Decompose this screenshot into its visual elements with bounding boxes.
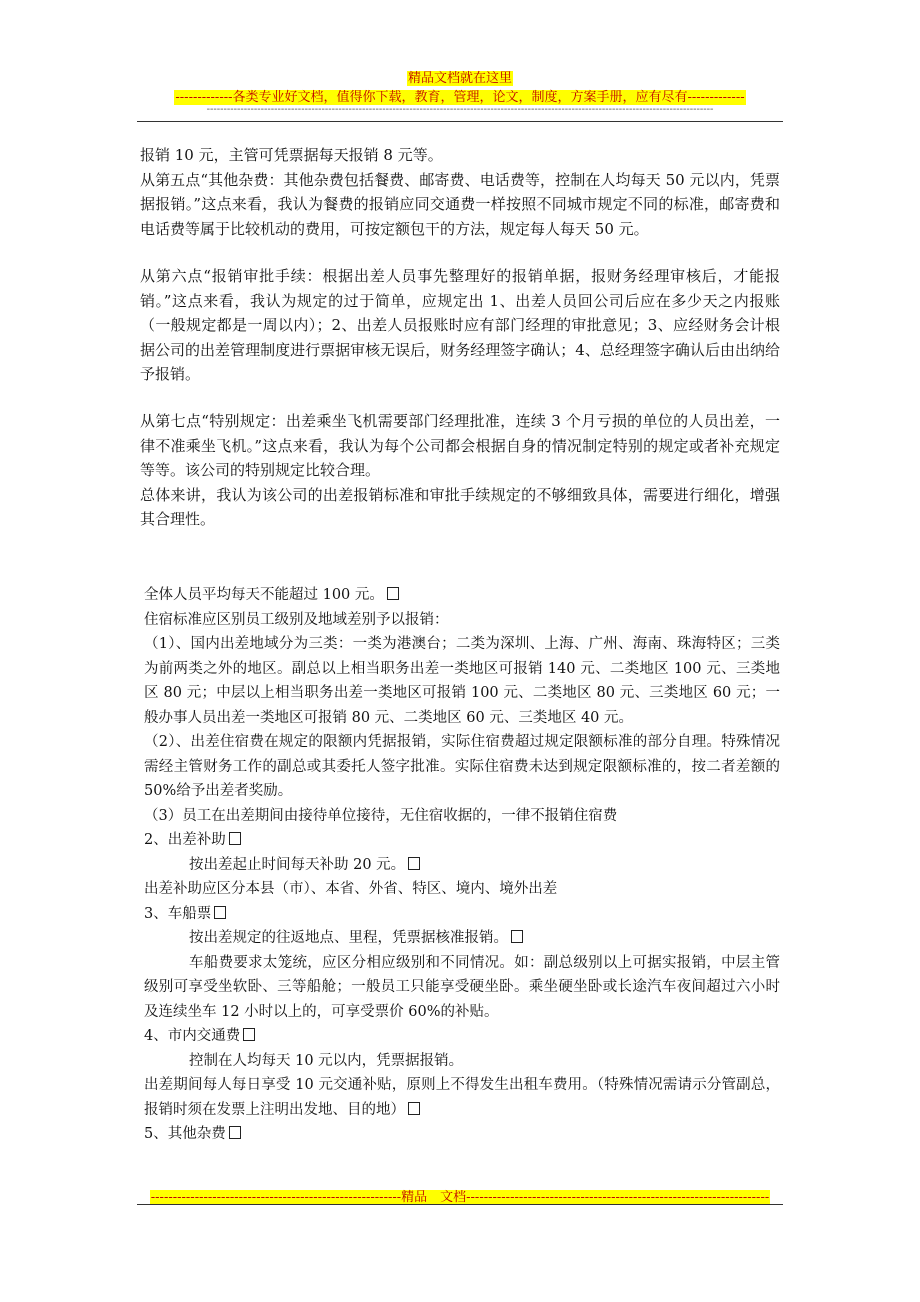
footer-rule (137, 1204, 783, 1205)
checkbox-icon (511, 930, 523, 943)
subheading: 5、其他杂费 (144, 1122, 780, 1147)
list-item: （2）、出差住宿费在规定的限额内凭据报销，实际住宿费超过规定限额标准的部分自理。特殊情况需经主管财务工作的副总或其委托人签字批准。实际住宿费未达到规定限额标准的，按二者差额的 50%给予出差者奖励。 (144, 734, 780, 799)
paragraph: 从第五点“其他杂费：其他杂费包括餐费、邮寄费、电话费等，控制在人均每天 50 元以内，凭票据报销。”这点来看，我认为餐费的报销应同交通费一样按照不同城市规定不同的标准，邮寄费和电话费等属于比较机动的费用，可按定额包干的方法，规定每人每天 50 元。 (140, 170, 780, 238)
checkbox-icon (214, 906, 226, 919)
header-rule (137, 121, 783, 122)
paragraph: 从第六点“报销审批手续：根据出差人员事先整理好的报销单据，报财务经理审核后，才能报销。”这点来看，我认为规定的过于简单，应规定出 1、出差人员回公司后应在多少天之内报账（一般规定都是一周以内）；2、出差人员报账时应有部门经理的审批意见；3、应经财务会计根据公司的出差管理制度进行票据审核无误后，财务经理签字确认；4、总经理签字确认后由出纳给予报销。 (140, 267, 780, 383)
list-item: 全体人员平均每天不能超过 100 元。 (144, 583, 780, 608)
list-item: （3）员工在出差期间由接待单位接待，无住宿收据的，一律不报销住宿费 (144, 807, 618, 824)
list-item: 按出差规定的往返地点、里程，凭票据核准报销。 (144, 926, 780, 951)
travel-expense-rules (144, 583, 780, 1147)
header-dashes: ------------------------------------------------------------------------------------------------------------------------------------------------------ (206, 104, 714, 115)
list-item: （1）、国内出差地域分为三类：一类为港澳台；二类为深圳、上海、广州、海南、珠海特区；三类为前两类之外的地区。副总以上相当职务出差一类地区可报销 140 元、二类地区 100 元、三类地区 80 元；中层以上相当职务出差一类地区可报销 100 元、二类地区 80 元、三类地区 60 元；一般办事人员出差一类地区可报销 80 元、二类地区 60 元、三类地区 40 元。 (144, 636, 780, 726)
checkbox-icon (229, 832, 241, 845)
subheading: 4、市内交通费 (144, 1024, 780, 1049)
list-item: 控制在人均每天 10 元以内，凭票据报销。 (189, 1052, 464, 1069)
section-fifth-point (140, 143, 780, 241)
list-item: 车船费要求太笼统，应区分相应级别和不同情况。如：副总级别以上可据实报销，中层主管级别可享受坐软卧、三等船舱；一般员工只能享受硬坐卧。乘坐硬坐卧或长途汽车夜间超过六小时及连续坐车 12 小时以上的，可享受票价 60%的补贴。 (144, 954, 780, 1020)
checkbox-icon (229, 1126, 241, 1139)
section-sixth-point (140, 264, 780, 387)
subheading: 3、车船票 (144, 902, 780, 927)
checkbox-icon (243, 1028, 255, 1041)
list-item: 出差补助应区分本县（市）、本省、外省、特区、境内、境外出差 (144, 881, 558, 897)
header-tagline: -------------各类专业好文档，值得你下载，教育，管理，论文，制度，方案手册，应有尽有------------- (175, 90, 745, 105)
paragraph: 从第七点“特别规定：出差乘坐飞机需要部门经理批准，连续 3 个月亏损的单位的人员出差，一律不准乘坐飞机。”这点来看，我认为每个公司都会根据自身的情况制定特别的规定或者补充规定等等。该公司的特别规定比较合理。 (140, 412, 780, 479)
header-title: 精品文档就在这里 (407, 71, 512, 86)
list-item: 住宿标准应区别员工级别及地域差别予以报销： (144, 611, 449, 628)
checkbox-icon (408, 857, 420, 870)
paragraph: 报销 10 元，主管可凭票据每天报销 8 元等。 (140, 146, 443, 164)
checkbox-icon (408, 1102, 420, 1115)
subheading: 2、出差补助 (144, 828, 780, 853)
section-seventh-point (140, 409, 780, 532)
list-item: 出差期间每人每日享受 10 元交通补贴，原则上不得发生出租车费用。（特殊情况需请示分管副总，报销时须在发票上注明出发地、目的地） (144, 1077, 780, 1118)
paragraph: 总体来讲，我认为该公司的出差报销标准和审批手续规定的不够细致具体，需要进行细化，增强其合理性。 (140, 485, 780, 528)
list-item: 按出差起止时间每天补助 20 元。 (144, 853, 780, 878)
checkbox-icon (387, 587, 399, 600)
footer-banner: ---------------------------------------------------------精品 文档--------------------------------------------------------------------- (150, 1190, 770, 1205)
